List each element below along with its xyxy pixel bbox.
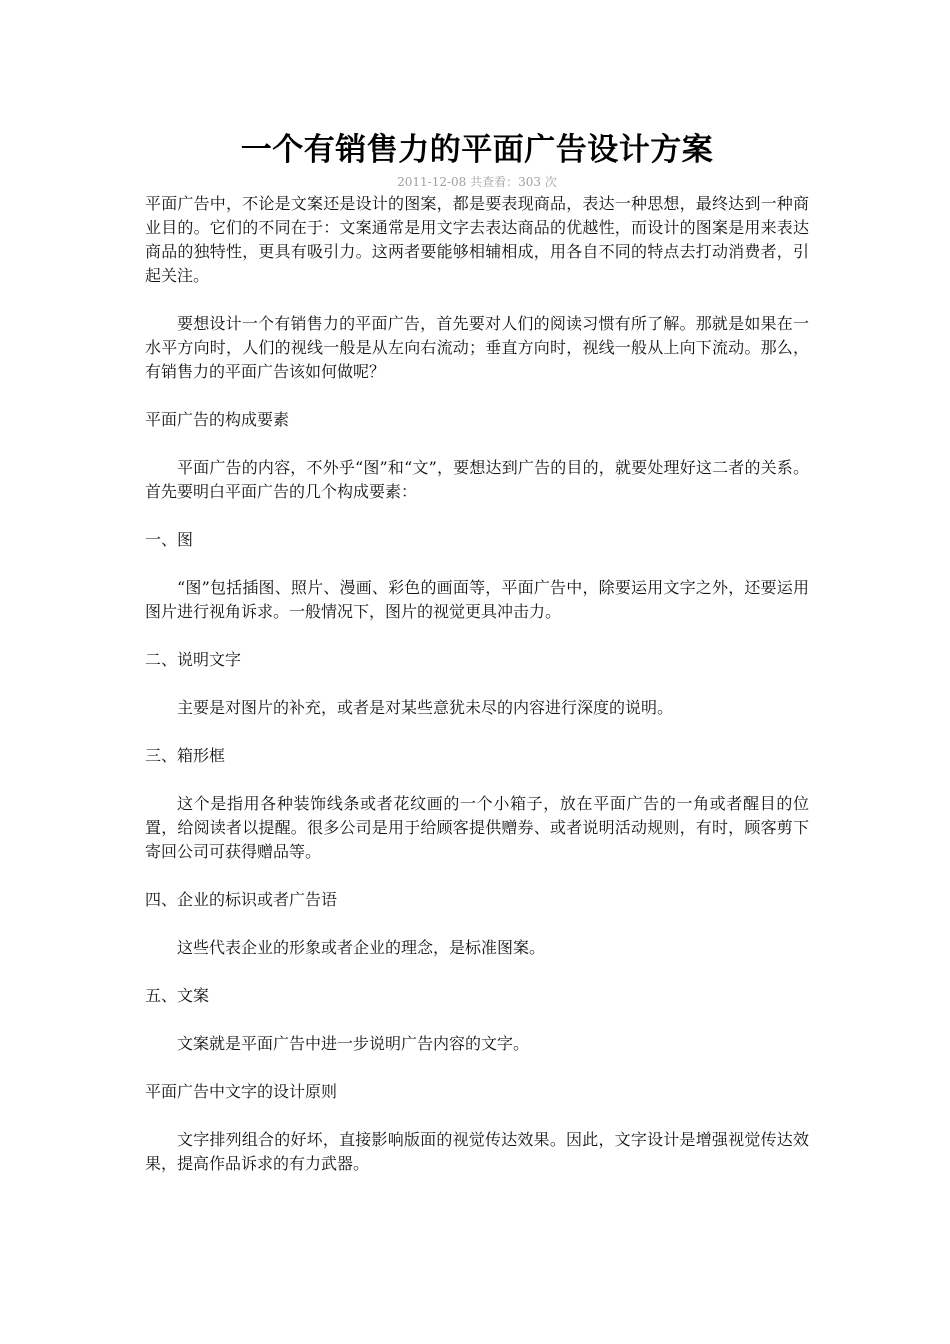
- body-paragraph: 主要是对图片的补充，或者是对某些意犹未尽的内容进行深度的说明。: [177, 698, 674, 717]
- intro-paragraph: 平面广告中，不论是文案还是设计的图案，都是要表现商品，表达一种思想，最终达到一种商业目的。它们的不同在于：文案通常是用文字去表达商品的优越性，而设计的图案是用来表达商品的独特性，更具有吸引力。这两者要能够相辅相成，用各自不同的特点去打动消费者，引起关注。: [145, 194, 809, 285]
- body-paragraph: 这些代表企业的形象或者企业的理念，是标准图案。: [177, 938, 546, 957]
- body-paragraph: 文案就是平面广告中进一步说明广告内容的文字。: [177, 1034, 530, 1053]
- body-paragraph: 平面广告的内容，不外乎“图”和“文”，要想达到广告的目的，就要处理好这二者的关系。首先要明白平面广告的几个构成要素：: [145, 458, 809, 501]
- article-meta: 2011-12-08 共查看：303 次: [397, 175, 557, 189]
- body-paragraph: 这个是指用各种装饰线条或者花纹画的一个小箱子，放在平面广告的一角或者醒目的位置，给阅读者以提醒。很多公司是用于给顾客提供赠券、或者说明活动规则，有时，顾客剪下寄回公司可获得赠品等。: [145, 794, 809, 861]
- section-heading: 五、文案: [145, 986, 210, 1005]
- page-title: 一个有销售力的平面广告设计方案: [240, 132, 714, 168]
- section-heading: 四、企业的标识或者广告语: [145, 890, 338, 909]
- section-heading: 平面广告的构成要素: [145, 410, 290, 429]
- section-heading: 一、图: [145, 530, 194, 549]
- section-heading: 三、箱形框: [145, 746, 226, 765]
- body-paragraph: 文字排列组合的好坏，直接影响版面的视觉传达效果。因此，文字设计是增强视觉传达效果，提高作品诉求的有力武器。: [145, 1130, 809, 1173]
- body-paragraph: 要想设计一个有销售力的平面广告，首先要对人们的阅读习惯有所了解。那就是如果在一水平方向时，人们的视线一般是从左向右流动；垂直方向时，视线一般从上向下流动。那么，有销售力的平面广告该如何做呢？: [145, 314, 809, 381]
- section-heading: 二、说明文字: [145, 650, 242, 669]
- article: [145, 128, 809, 1200]
- section-heading: 平面广告中文字的设计原则: [145, 1082, 338, 1101]
- body-paragraph: “图”包括插图、照片、漫画、彩色的画面等，平面广告中，除要运用文字之外，还要运用图片进行视角诉求。一般情况下，图片的视觉更具冲击力。: [145, 578, 809, 621]
- article-body: [145, 192, 809, 1176]
